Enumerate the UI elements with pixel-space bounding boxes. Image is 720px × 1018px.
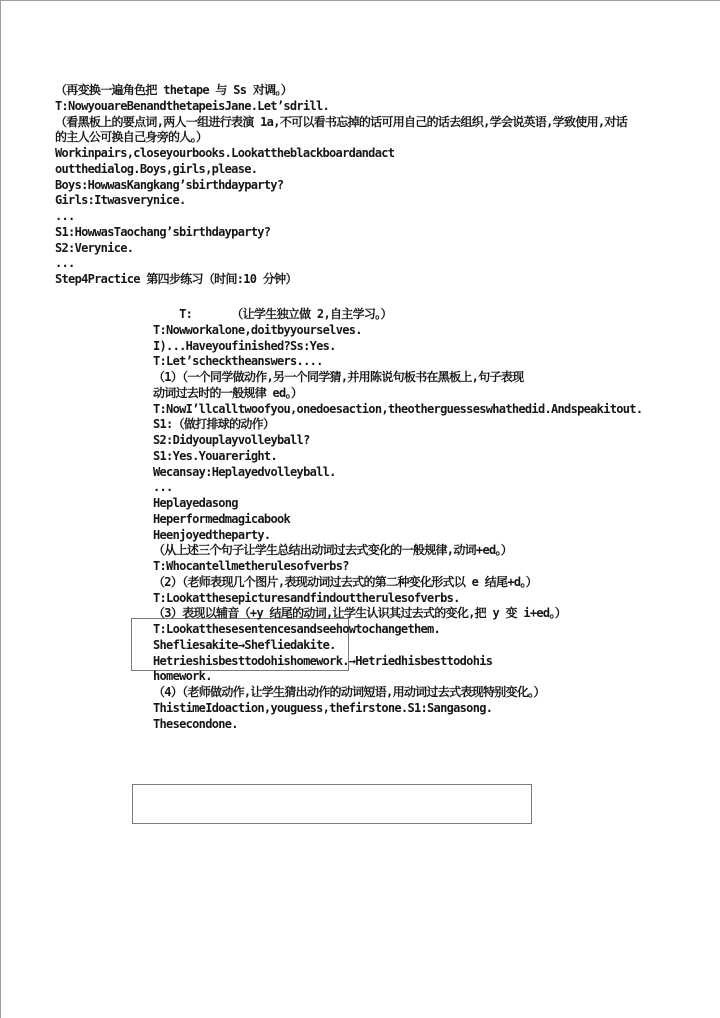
text-line: Hetrieshisbesttodohishomework.→Hetriedhisbesttodohis [153,653,493,668]
text-line: S1:（做打排球的动作） [153,417,275,432]
text-line: T: （让学生独立做 2,自主学习。） [153,307,392,321]
text-line: S2:Didyouplayvolleyball? [153,433,310,447]
text-line: Workinpairs,closeyourbooks.Lookattheblackboardandact [55,146,395,160]
text-line: I)...Haveyoufinished?Ss:Yes. [153,338,336,353]
text-line: T:Lookatthesepicturesandfindouttherulesofverbs. [153,590,460,605]
text-line: Boys:HowwasKangkang’sbirthdayparty? [55,177,284,192]
text-line: Heenjoyedtheparty. [153,527,271,542]
text-line: S2:Verynice. [55,240,134,255]
text-line: Thesecondone. [153,716,238,731]
text-line: （再变换一遍角色把 thetape 与 Ss 对调。） [55,83,293,97]
text-line: Heperformedmagicabook [153,511,291,526]
text-line: T:Lookatthesesentencesandseehowtochangethem. [153,622,441,636]
text-line: Heplayedasong [153,496,238,510]
text-line: Wecansay:Heplayedvolleyball. [153,464,336,479]
text-line: S1:HowwasTaochang’sbirthdayparty? [55,224,271,239]
text-line: T:NowyouareBenandthetapeisJane.Let’sdrill. [55,98,330,113]
text-line: （1）（一个同学做动作,另一个同学猜,并用陈说句板书在黑板上,句子表现 [153,370,524,384]
text-line: 动词过去时的一般规律 ed。） [153,385,303,400]
text-line: T:NowI’llcalltwoofyou,onedoesaction,theotherguesseswhathedid.Andspeakitout. [153,401,643,416]
text-line: ... [153,480,173,495]
text-line: homework. [153,669,212,684]
text-line: Girls:Itwasverynice. [55,193,186,208]
text-line: （3）表现以辅音（+y 结尾的动词,让学生认识其过去式的变化,把 y 变 i+ed。） [153,606,567,621]
text-line: Shefliesakite→Shefliedakite. [153,637,336,652]
text-line: （4）（老师做动作,让学生猜出动作的动词短语,用动词过去式表现特别变化。） [153,685,545,699]
text-line: T:Let’schecktheanswers.... [153,354,323,369]
text-line: ... [55,256,75,271]
paragraph-block-main [153,307,642,732]
text-line: ... [55,209,75,223]
text-line: （从上述三个句子让学生总结出动词过去式变化的一般规律,动词+ed。） [153,543,513,558]
text-line: （看黑板上的要点词,两人一组进行表演 1a,不可以看书忘掉的话可用自己的话去组织,学会说英语,学致使用,对话 [55,114,628,129]
text-line: ThistimeIdoaction,youguess,thefirstone.S1:Sangasong. [153,700,493,715]
text-line: Step4Practice 第四步练习（时间:10 分钟） [55,272,297,286]
text-line: 的主人公可换自己身旁的人。） [55,130,208,145]
empty-rectangle-box [132,784,532,824]
text-line: T:Whocantellmetherulesofverbs? [153,559,349,573]
text-line: （2）（老师表现几个图片,表现动词过去式的第二种变化形式以 e 结尾+d。） [153,574,537,589]
text-line: T:Nowworkalone,doitbyyourselves. [153,322,362,337]
text-line: outthedialog.Boys,girls,please. [55,161,258,176]
paragraph-block-top [55,83,627,288]
text-line: S1:Yes.Youareright. [153,448,277,463]
